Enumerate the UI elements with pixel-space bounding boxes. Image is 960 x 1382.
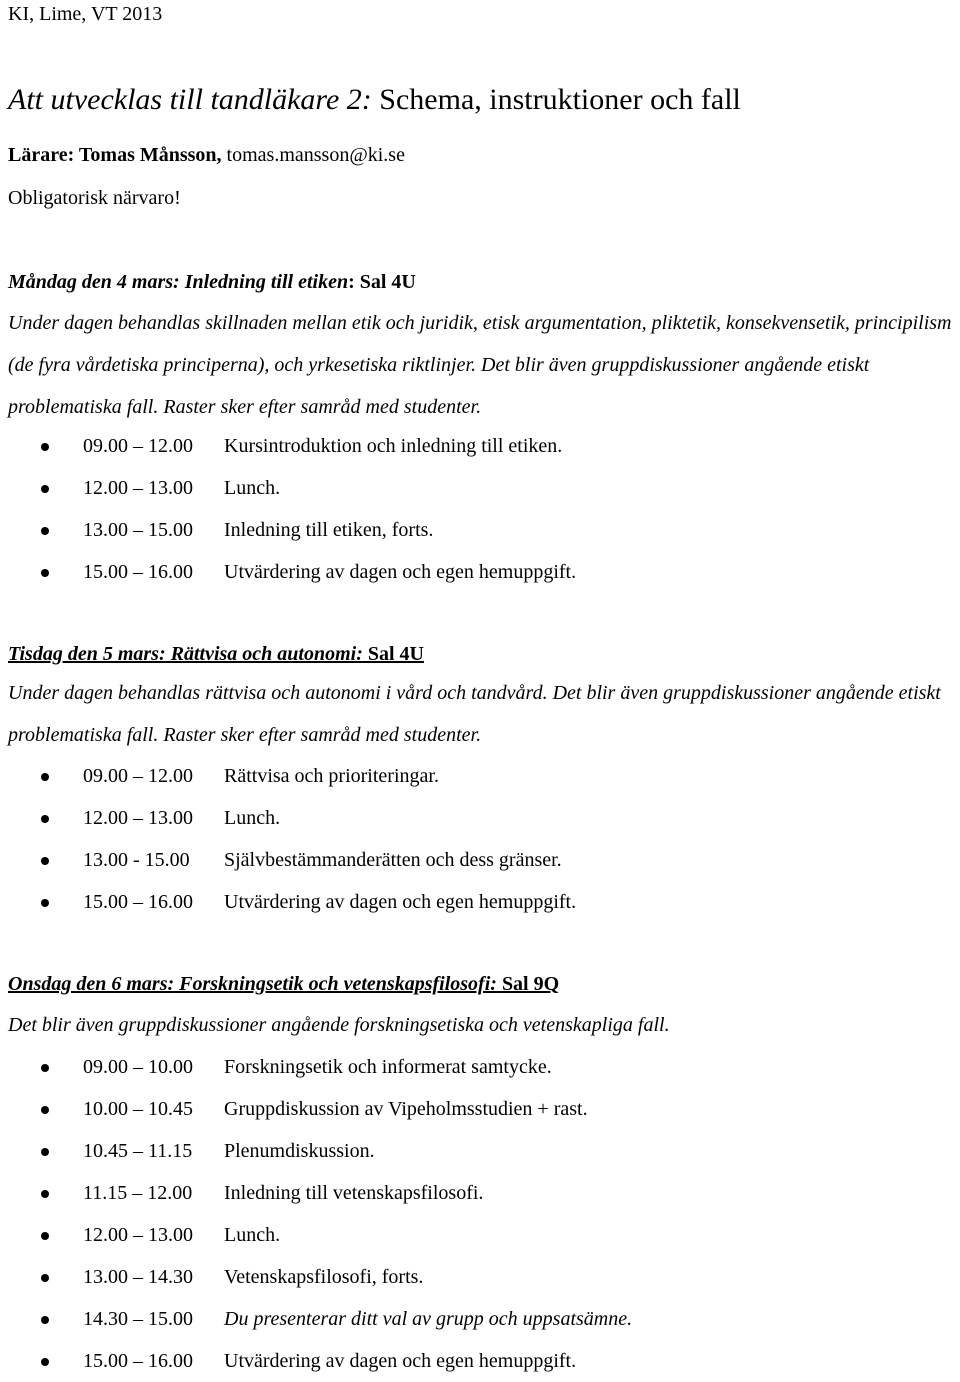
item-activity: Utvärdering av dagen och egen hemuppgift. <box>224 1350 577 1372</box>
bullet-icon <box>41 443 49 451</box>
item-time: 13.00 – 15.00 <box>83 519 193 541</box>
mandatory-attendance: Obligatorisk närvaro! <box>8 187 181 209</box>
item-activity: Kursintroduktion och inledning till etiken. <box>224 435 563 457</box>
item-activity: Lunch. <box>224 807 281 829</box>
page-title <box>8 82 741 118</box>
bullet-icon <box>41 1232 49 1240</box>
teacher-email: tomas.mansson@ki.se <box>221 144 405 166</box>
item-activity: Utvärdering av dagen och egen hemuppgift. <box>224 891 577 913</box>
item-time: 12.00 – 13.00 <box>83 807 193 829</box>
day-topic: Forskningsetik och vetenskapsfilosofi: <box>174 973 497 995</box>
item-activity: Självbestämmanderätten och dess gränser. <box>224 849 562 871</box>
title-rest: Schema, instruktioner och fall <box>371 83 741 116</box>
bullet-icon <box>41 569 49 577</box>
bullet-icon <box>41 899 49 907</box>
course-header: KI, Lime, VT 2013 <box>8 3 163 25</box>
title-italic-part: Att utvecklas till tandläkare 2: <box>8 83 372 116</box>
item-time: 12.00 – 13.00 <box>83 1224 193 1246</box>
item-activity: Lunch. <box>224 477 281 499</box>
list-item <box>0 509 900 551</box>
item-activity: Utvärdering av dagen och egen hemuppgift. <box>224 561 577 583</box>
item-activity: Vetenskapsfilosofi, forts. <box>224 1266 424 1288</box>
bullet-icon <box>41 1190 49 1198</box>
day-date: Måndag den 4 mars: <box>8 271 180 293</box>
list-item <box>0 425 900 467</box>
list-item <box>0 1088 900 1130</box>
item-activity: Du presenterar ditt val av grupp och uppsatsämne. <box>224 1308 633 1330</box>
list-item <box>0 755 900 797</box>
item-activity: Lunch. <box>224 1224 281 1246</box>
day-description-monday: Under dagen behandlas skillnaden mellan etik och juridik, etisk argumentation, pliktetik, konsekvensetik, principilism (de fyra vårdetiska principerna), och yrkesetiska riktlinjer. Det blir även gruppdiskussioner angående etiskt problematiska fall. Raster sker efter samråd med studenter. <box>8 312 952 418</box>
item-time: 10.00 – 10.45 <box>83 1098 193 1120</box>
day-room: : Sal 4U <box>348 271 416 293</box>
schedule-list-wednesday <box>0 1046 900 1382</box>
list-item <box>0 1256 900 1298</box>
list-item <box>0 881 900 923</box>
bullet-icon <box>41 1148 49 1156</box>
bullet-icon <box>41 527 49 535</box>
item-activity: Rättvisa och prioriteringar. <box>224 765 439 787</box>
day-date: Onsdag den 6 mars: <box>8 973 175 995</box>
list-item <box>0 1130 900 1172</box>
item-time: 15.00 – 16.00 <box>83 891 193 913</box>
bullet-icon <box>41 1106 49 1114</box>
item-activity: Forskningsetik och informerat samtycke. <box>224 1056 552 1078</box>
list-item <box>0 1298 900 1340</box>
day-room: Sal 9Q <box>496 973 560 995</box>
item-time: 14.30 – 15.00 <box>83 1308 193 1330</box>
item-time: 15.00 – 16.00 <box>83 561 193 583</box>
teacher-label: Lärare: Tomas Månsson, <box>8 144 222 166</box>
item-time: 09.00 – 12.00 <box>83 765 193 787</box>
list-item <box>0 551 900 593</box>
item-time: 12.00 – 13.00 <box>83 477 193 499</box>
bullet-icon <box>41 857 49 865</box>
bullet-icon <box>41 1316 49 1324</box>
day-description-wednesday: Det blir även gruppdiskussioner angående forskningsetiska och vetenskapliga fall. <box>8 1014 670 1036</box>
bullet-icon <box>41 1064 49 1072</box>
list-item <box>0 1340 900 1382</box>
schedule-list-monday <box>0 425 900 593</box>
item-activity: Inledning till vetenskapsfilosofi. <box>224 1182 484 1204</box>
item-time: 13.00 – 14.30 <box>83 1266 193 1288</box>
day-room: Sal 4U <box>362 643 424 665</box>
item-activity: Gruppdiskussion av Vipeholmsstudien + rast. <box>224 1098 588 1120</box>
item-time: 09.00 – 10.00 <box>83 1056 193 1078</box>
item-activity: Inledning till etiken, forts. <box>224 519 434 541</box>
bullet-icon <box>41 773 49 781</box>
item-time: 13.00 - 15.00 <box>83 849 190 871</box>
day-date: Tisdag den 5 mars: <box>8 643 166 665</box>
item-activity: Plenumdiskussion. <box>224 1140 375 1162</box>
day-topic: Rättvisa och autonomi: <box>165 643 363 665</box>
list-item <box>0 467 900 509</box>
item-time: 10.45 – 11.15 <box>83 1140 193 1162</box>
item-time: 15.00 – 16.00 <box>83 1350 193 1372</box>
list-item <box>0 1046 900 1088</box>
list-item <box>0 1214 900 1256</box>
list-item <box>0 839 900 881</box>
item-time: 11.15 – 12.00 <box>83 1182 193 1204</box>
bullet-icon <box>41 1274 49 1282</box>
day-topic: Inledning till etiken <box>179 271 349 293</box>
day-description-tuesday: Under dagen behandlas rättvisa och autonomi i vård och tandvård. Det blir även gruppdiskussioner angående etiskt problematiska fall. Raster sker efter samråd med studenter. <box>8 682 941 746</box>
item-time: 09.00 – 12.00 <box>83 435 193 457</box>
teacher-line <box>8 143 405 167</box>
bullet-icon <box>41 485 49 493</box>
bullet-icon <box>41 815 49 823</box>
list-item <box>0 1172 900 1214</box>
bullet-icon <box>41 1358 49 1366</box>
day-heading-wednesday <box>8 972 559 996</box>
day-heading-monday <box>8 270 416 294</box>
schedule-list-tuesday <box>0 755 900 923</box>
day-heading-tuesday <box>8 642 424 666</box>
list-item <box>0 797 900 839</box>
